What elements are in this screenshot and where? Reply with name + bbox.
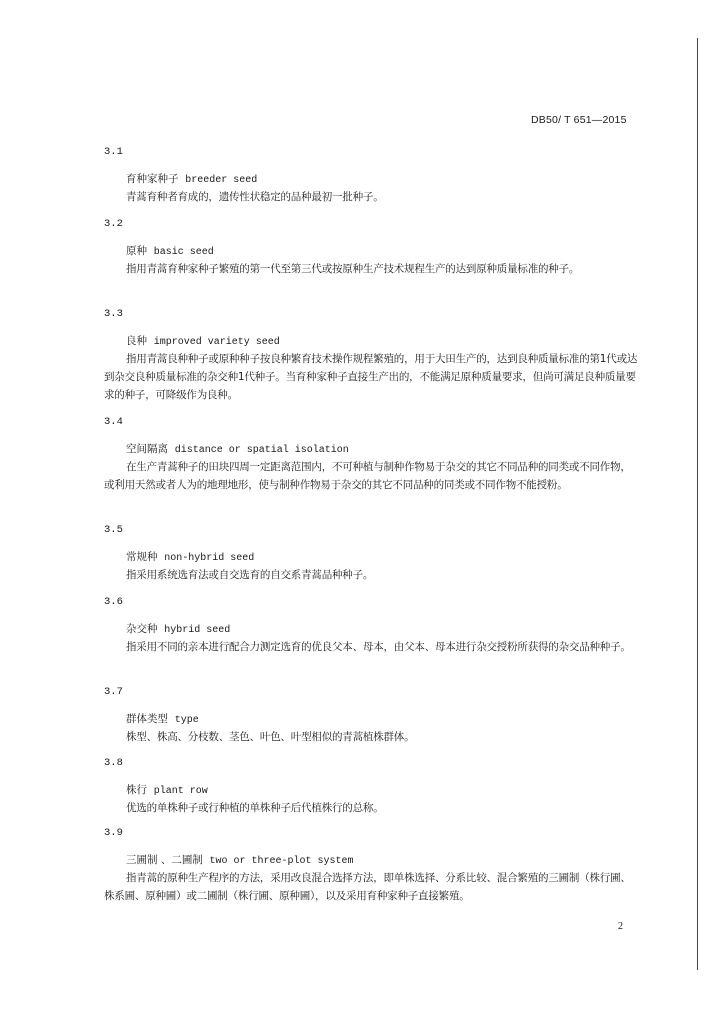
term-en: improved variety seed <box>153 337 280 348</box>
term-3-8 <box>104 757 640 817</box>
term-en: plant row <box>153 786 208 797</box>
term-en: non-hybrid seed <box>164 553 255 564</box>
term-title <box>126 853 640 869</box>
term-3-3 <box>104 308 640 404</box>
term-definition: 青蒿育种者育成的，遗传性状稳定的品种最初一批种子。 <box>126 191 384 203</box>
term-title <box>126 712 640 728</box>
term-3-1 <box>104 146 640 206</box>
term-definition: 优选的单株种子或行种植的单株种子后代植株行的总称。 <box>126 802 384 814</box>
term-zh: 空间隔离 <box>126 443 168 455</box>
term-title <box>126 442 640 458</box>
term-title <box>126 783 640 799</box>
term-title <box>126 550 640 566</box>
term-definition: 指用青蒿良种种子或原种种子按良种繁育技术操作规程繁殖的，用于大田生产的，达到良种质量标准的第1代或达到杂交良种质量标准的杂交种1代种子。当育种家种子直接生产出的，不能满足原种质量要求，但尚可满足良种质量要求的种子，可降级作为良种。 <box>104 353 638 401</box>
term-number: 3.5 <box>104 524 123 536</box>
term-zh: 群体类型 <box>126 713 168 725</box>
term-en: basic seed <box>153 247 214 258</box>
term-title <box>126 334 640 350</box>
term-definition: 指采用不同的亲本进行配合力测定选育的优良父本、母本，由父本、母本进行杂交授粉所获得的杂交品种种子。 <box>126 641 631 653</box>
term-definition: 指采用系统选育法或自交选育的自交系青蒿品种种子。 <box>126 569 374 581</box>
term-title <box>126 244 640 260</box>
term-zh: 育种家种子 <box>126 173 179 185</box>
term-title <box>126 622 640 638</box>
term-3-7 <box>104 686 640 746</box>
term-definition: 指青蒿的原种生产程序的方法，采用改良混合选择方法，即单株选择、分系比较、混合繁殖的三圃制（株行圃、株系圃、原种圃）或二圃制（株行圃、原种圃），以及采用育种家种子直接繁殖。 <box>104 872 631 902</box>
term-title <box>126 172 640 188</box>
term-zh: 杂交种 <box>126 623 158 635</box>
term-3-2 <box>104 218 640 278</box>
term-3-5 <box>104 524 640 584</box>
term-3-4 <box>104 416 640 494</box>
page-edge-line <box>697 38 698 970</box>
term-definition: 在生产青蒿种子的田块四周一定距离范围内，不可种植与制种作物易于杂交的其它不同品种的同类或不同作物，或利用天然或者人为的地理地形，使与制种作物易于杂交的其它不同品种的同类或不同作物不能授粉。 <box>104 461 631 491</box>
term-zh: 常规种 <box>126 551 158 563</box>
term-en: hybrid seed <box>164 625 231 636</box>
term-number: 3.4 <box>104 416 123 428</box>
term-en: two or three-plot system <box>209 856 354 867</box>
term-zh: 良种 <box>126 335 147 347</box>
term-definition: 指用青蒿育种家种子繁殖的第一代至第三代或按原种生产技术规程生产的达到原种质量标准的种子。 <box>126 263 580 275</box>
term-3-6 <box>104 596 640 656</box>
page-number: 2 <box>618 921 623 932</box>
term-number: 3.6 <box>104 596 123 608</box>
term-3-9 <box>104 827 640 905</box>
term-en: distance or spatial isolation <box>174 445 349 456</box>
term-number: 3.2 <box>104 218 123 230</box>
term-en: breeder seed <box>185 175 258 186</box>
term-zh: 三圃制 、二圃制 <box>126 854 203 866</box>
term-en: type <box>174 715 199 726</box>
term-number: 3.7 <box>104 686 123 698</box>
term-number: 3.1 <box>104 146 123 158</box>
term-number: 3.8 <box>104 757 123 769</box>
term-zh: 原种 <box>126 245 147 257</box>
document-code: DB50/ T 651—2015 <box>531 114 627 126</box>
term-zh: 株行 <box>126 784 147 796</box>
term-number: 3.9 <box>104 827 123 839</box>
term-definition: 株型、株高、分枝数、茎色、叶色、叶型相似的青蒿植株群体。 <box>126 731 415 743</box>
term-number: 3.3 <box>104 308 123 320</box>
